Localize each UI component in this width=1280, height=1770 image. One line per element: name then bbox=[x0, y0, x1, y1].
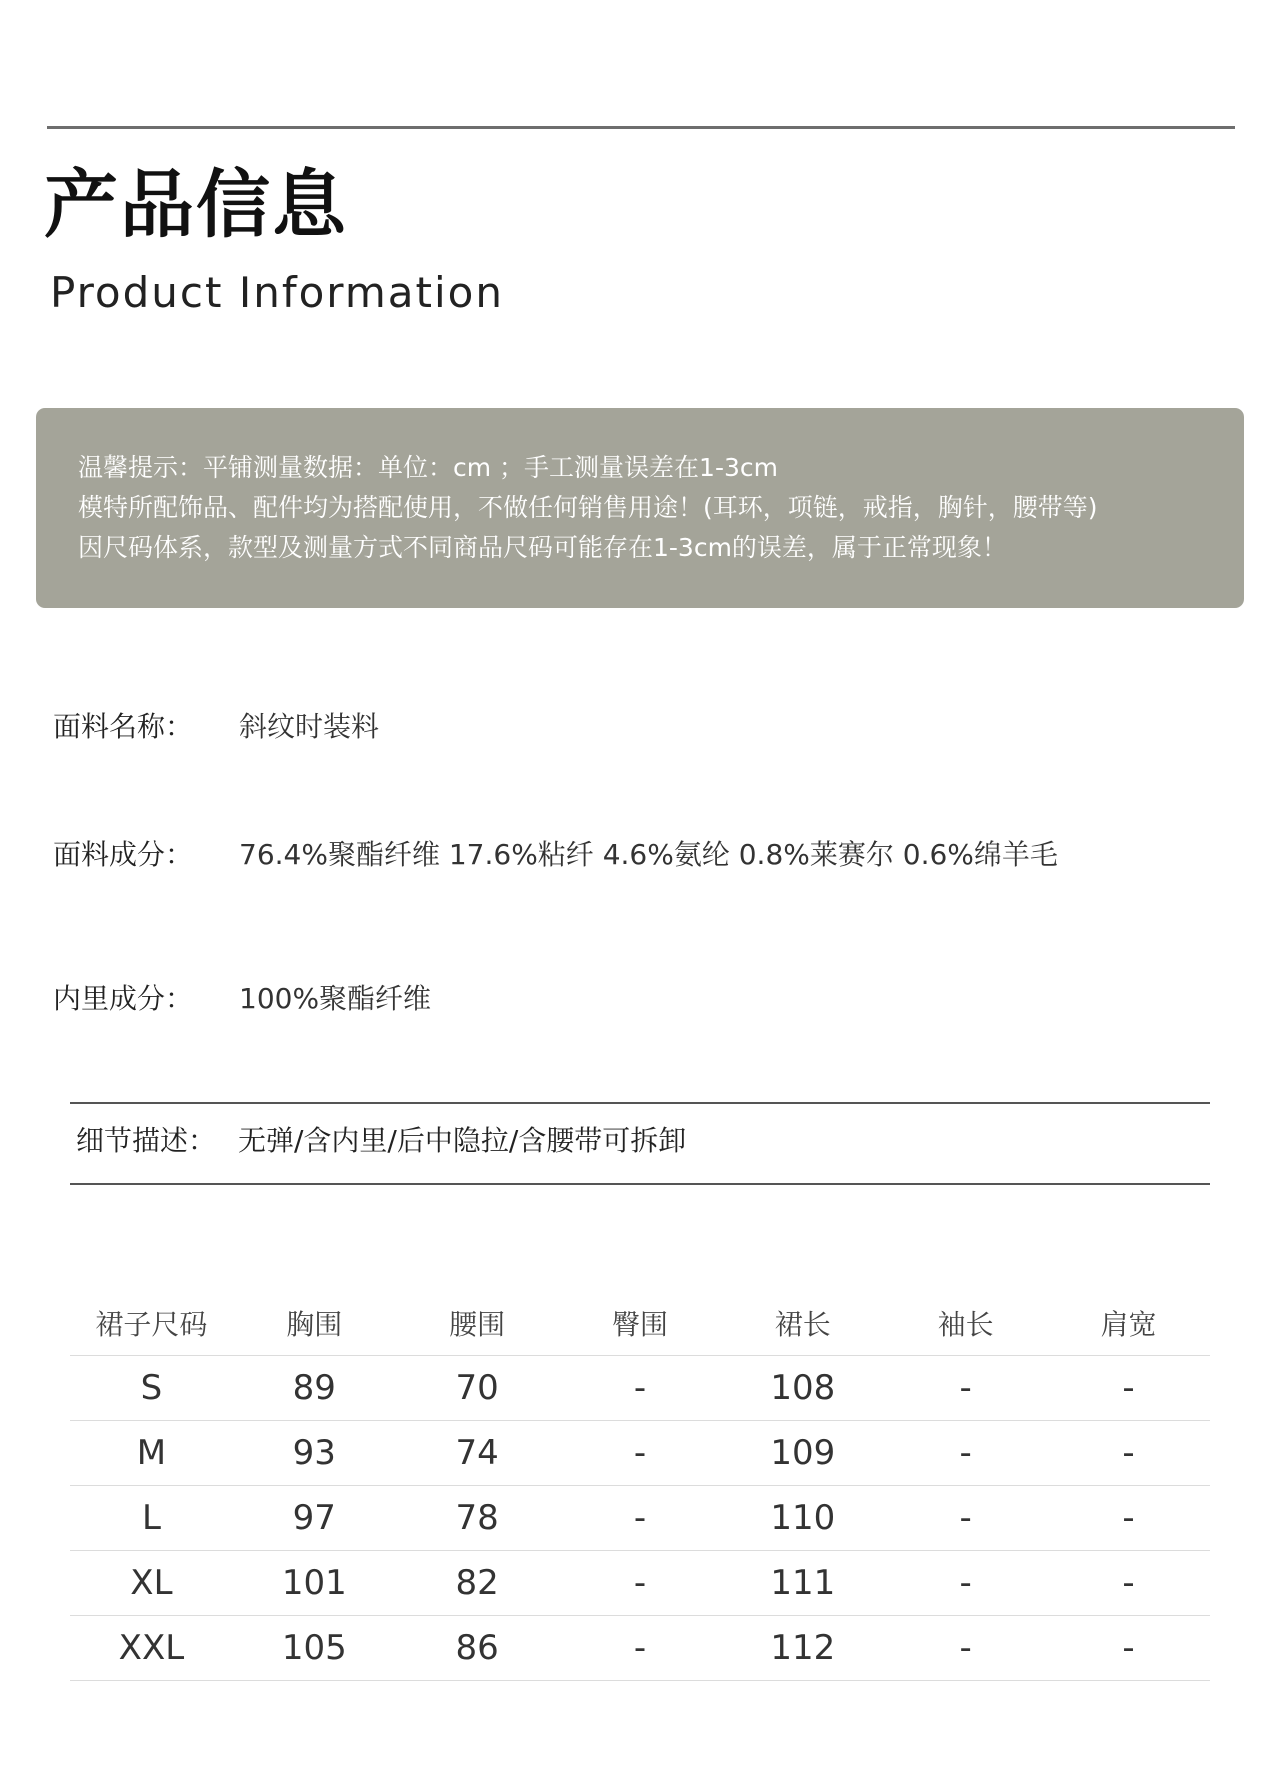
table-cell: - bbox=[1122, 1498, 1135, 1538]
table-cell: 112 bbox=[770, 1628, 836, 1668]
table-cell: - bbox=[959, 1433, 972, 1473]
notice-line: 温馨提示：平铺测量数据：单位：cm ；手工测量误差在1-3cm bbox=[78, 453, 778, 482]
lining-composition-label: 内里成分： bbox=[53, 982, 194, 1015]
column-header: 裙子尺码 bbox=[95, 1307, 208, 1341]
details-label: 细节描述： bbox=[76, 1124, 217, 1157]
table-header-row bbox=[70, 1290, 1210, 1356]
table-cell: 74 bbox=[455, 1433, 499, 1473]
fabric-composition-label: 面料成分： bbox=[53, 838, 194, 871]
table-cell: - bbox=[633, 1368, 647, 1408]
table-cell: - bbox=[633, 1433, 647, 1473]
details-value: 无弹/含内里/后中隐拉/含腰带可拆卸 bbox=[238, 1124, 687, 1157]
column-header: 袖长 bbox=[937, 1307, 994, 1341]
table-cell: - bbox=[633, 1563, 647, 1603]
table-cell: - bbox=[1122, 1563, 1135, 1603]
table-cell: 89 bbox=[292, 1368, 336, 1408]
table-cell: 70 bbox=[455, 1368, 499, 1408]
size-table bbox=[70, 1290, 1210, 1681]
fabric-composition-row bbox=[53, 838, 1058, 871]
table-cell: 78 bbox=[455, 1498, 499, 1538]
page-title: 产品信息 bbox=[44, 162, 348, 248]
table-row bbox=[70, 1486, 1210, 1551]
table-cell: 86 bbox=[455, 1628, 499, 1668]
notice-box bbox=[36, 408, 1244, 608]
column-header: 臀围 bbox=[611, 1307, 668, 1341]
table-cell: 111 bbox=[770, 1563, 836, 1603]
fabric-name-row bbox=[53, 710, 380, 743]
table-cell: 97 bbox=[292, 1498, 336, 1538]
table-cell: XL bbox=[130, 1563, 173, 1603]
table-cell: - bbox=[959, 1498, 972, 1538]
top-divider bbox=[47, 126, 1235, 129]
fabric-name-label: 面料名称： bbox=[53, 710, 194, 743]
table-cell: - bbox=[633, 1628, 647, 1668]
table-cell: M bbox=[136, 1433, 167, 1473]
lining-composition-row bbox=[53, 982, 432, 1015]
table-cell: 101 bbox=[281, 1563, 347, 1603]
table-row bbox=[70, 1421, 1210, 1486]
details-row bbox=[76, 1124, 687, 1157]
table-cell: 109 bbox=[770, 1433, 836, 1473]
table-row bbox=[70, 1551, 1210, 1616]
details-top-divider bbox=[70, 1102, 1210, 1104]
table-cell: 93 bbox=[292, 1433, 336, 1473]
column-header: 腰围 bbox=[449, 1307, 506, 1341]
table-cell: S bbox=[140, 1368, 163, 1408]
table-cell: - bbox=[1122, 1368, 1135, 1408]
column-header: 胸围 bbox=[286, 1307, 343, 1341]
table-cell: 110 bbox=[770, 1498, 836, 1538]
table-cell: - bbox=[1122, 1433, 1135, 1473]
details-bottom-divider bbox=[70, 1183, 1210, 1185]
column-header: 裙长 bbox=[774, 1307, 831, 1341]
fabric-name-value: 斜纹时装料 bbox=[239, 710, 380, 743]
table-cell: 108 bbox=[770, 1368, 836, 1408]
notice-line: 模特所配饰品、配件均为搭配使用，不做任何销售用途！(耳环，项链，戒指，胸针，腰带等) bbox=[78, 493, 1098, 522]
notice-line: 因尺码体系，款型及测量方式不同商品尺码可能存在1-3cm的误差，属于正常现象！ bbox=[78, 533, 1007, 562]
fabric-composition-value: 76.4%聚酯纤维 17.6%粘纤 4.6%氨纶 0.8%莱赛尔 0.6%绵羊毛 bbox=[239, 838, 1058, 871]
table-row bbox=[70, 1616, 1210, 1681]
table-cell: - bbox=[959, 1563, 972, 1603]
table-cell: - bbox=[959, 1368, 972, 1408]
lining-composition-value: 100%聚酯纤维 bbox=[239, 982, 432, 1015]
column-header: 肩宽 bbox=[1100, 1307, 1157, 1341]
table-row bbox=[70, 1356, 1210, 1421]
table-cell: - bbox=[959, 1628, 972, 1668]
table-cell: L bbox=[141, 1498, 161, 1538]
page-subtitle: Product Information bbox=[50, 268, 504, 317]
table-cell: XXL bbox=[118, 1628, 185, 1668]
table-cell: 82 bbox=[455, 1563, 499, 1603]
table-cell: - bbox=[1122, 1628, 1135, 1668]
table-cell: - bbox=[633, 1498, 647, 1538]
table-cell: 105 bbox=[281, 1628, 347, 1668]
